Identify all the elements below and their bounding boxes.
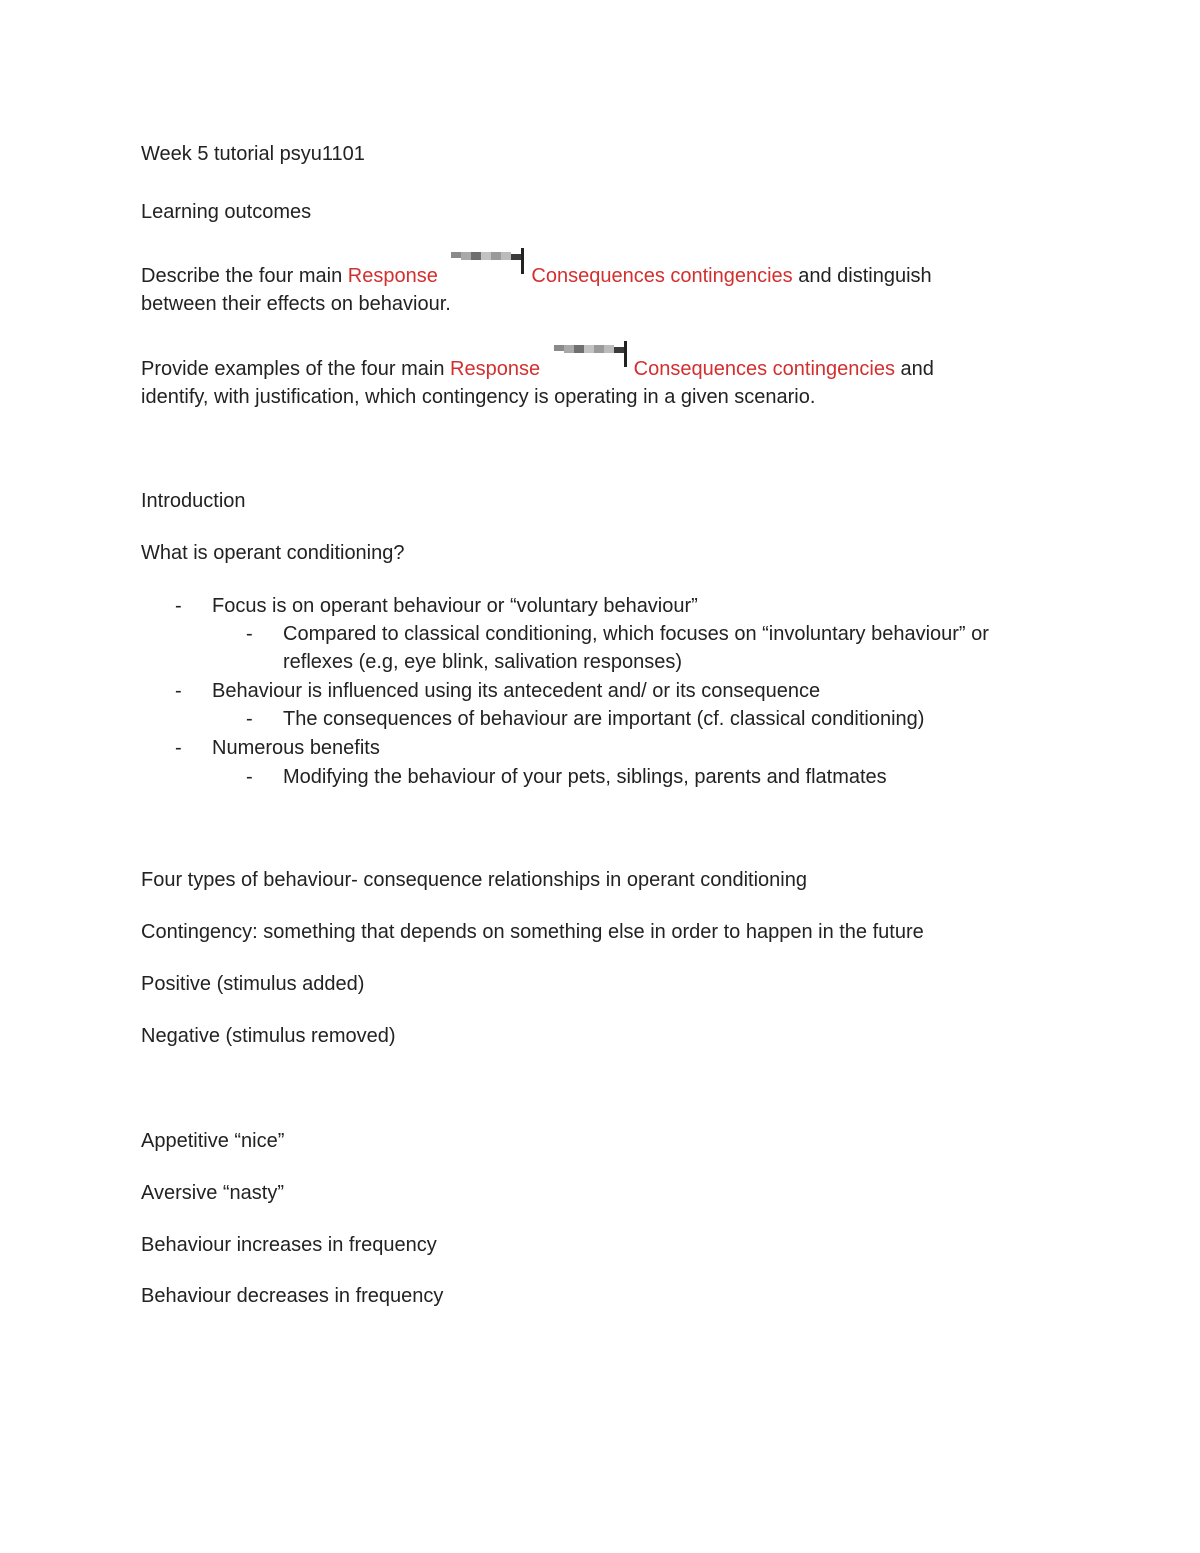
bullet-3: Numerous benefits: [212, 737, 380, 759]
outcome-1-consequences: Consequences contingencies: [531, 265, 793, 287]
bullet-dash: -: [175, 595, 182, 617]
learning-outcomes-heading: Learning outcomes: [141, 201, 312, 223]
contingency-definition: Contingency: something that depends on something else in order to happen in the future: [141, 921, 924, 943]
sub-bullet-2: The consequences of behaviour are important (cf. classical conditioning): [283, 708, 925, 730]
sub-bullet-1-line-2: reflexes (e.g, eye blink, salivation responses): [283, 651, 683, 673]
negative-label: Negative (stimulus removed): [141, 1025, 396, 1047]
outcome-2-line-2: identify, with justification, which contingency is operating in a given scenario.: [141, 386, 816, 408]
outcome-2-consequences: Consequences contingencies: [633, 358, 895, 380]
outcome-1-line-2: between their effects on behaviour.: [141, 293, 451, 315]
sub-bullet-3: Modifying the behaviour of your pets, siblings, parents and flatmates: [283, 766, 887, 788]
outcome-2-pre: Provide examples of the four main: [141, 358, 451, 380]
outcome-1-response: Response: [347, 265, 438, 287]
four-types-heading: Four types of behaviour- consequence relationships in operant conditioning: [141, 869, 807, 891]
sub-bullet-1-line-1: Compared to classical conditioning, which focuses on “involuntary behaviour” or: [283, 623, 989, 645]
arrow-right-icon: [449, 246, 527, 284]
arrow-right-icon: [552, 339, 630, 377]
sub-bullet-dash: -: [246, 708, 253, 730]
outcome-1-pre: Describe the four main: [141, 265, 348, 287]
sub-bullet-dash: -: [246, 766, 253, 788]
decreases-label: Behaviour decreases in frequency: [141, 1285, 444, 1307]
aversive-label: Aversive “nasty”: [141, 1182, 285, 1204]
bullet-dash: -: [175, 680, 182, 702]
sub-bullet-dash: -: [246, 623, 253, 645]
outcome-2-post: and: [894, 358, 934, 380]
introduction-heading: Introduction: [141, 490, 246, 512]
outcome-2-response: Response: [450, 358, 541, 380]
bullet-2: Behaviour is influenced using its antecedent and/ or its consequence: [212, 680, 821, 702]
outcome-1-post: and distinguish: [792, 265, 932, 287]
bullet-dash: -: [175, 737, 182, 759]
increases-label: Behaviour increases in frequency: [141, 1234, 437, 1256]
bullet-1: Focus is on operant behaviour or “voluntary behaviour”: [212, 595, 698, 617]
operant-question: What is operant conditioning?: [141, 542, 405, 564]
document-title: Week 5 tutorial psyu1101: [141, 143, 365, 165]
positive-label: Positive (stimulus added): [141, 973, 365, 995]
appetitive-label: Appetitive “nice”: [141, 1130, 285, 1152]
